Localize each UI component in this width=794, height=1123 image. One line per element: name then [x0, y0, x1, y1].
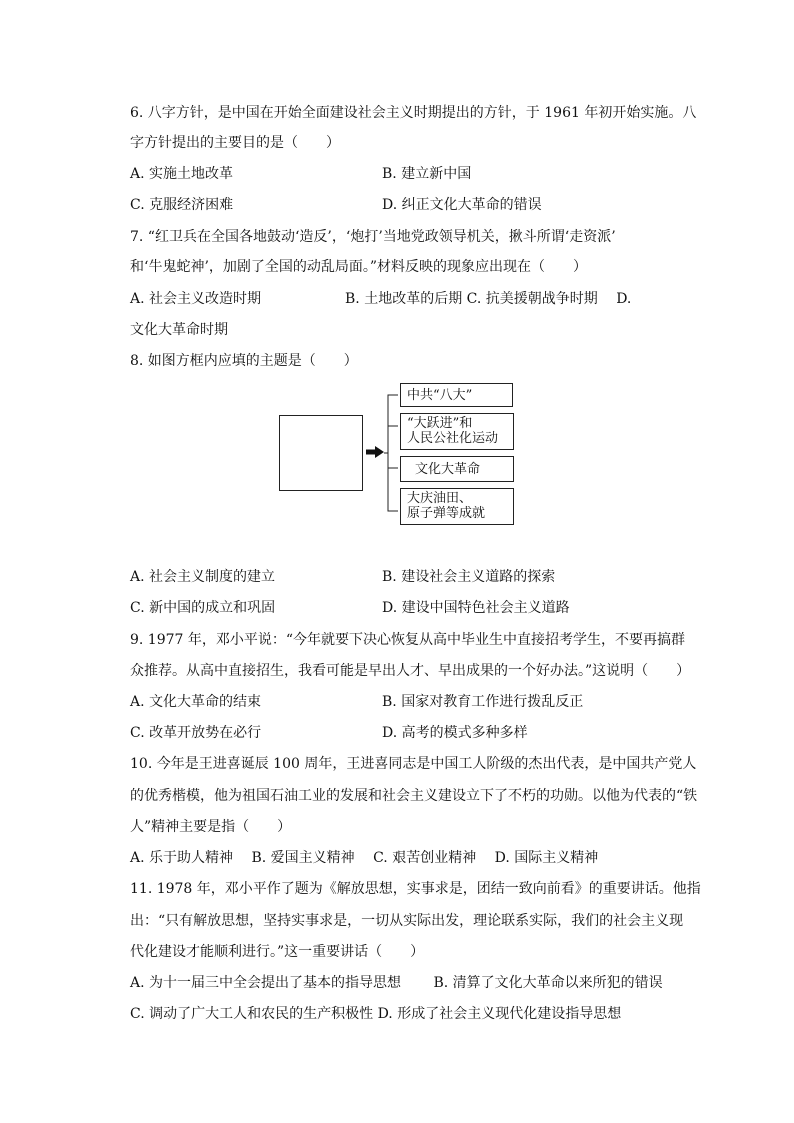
q9-option-d: D. 高考的模式多种多样: [382, 725, 528, 741]
box-text: 中共“八大”: [407, 388, 473, 403]
q7-stem-line2: 和‘牛鬼蛇神’，加剧了全国的动乱局面。”材料反映的现象应出现在（ ）: [130, 259, 588, 275]
q8-option-d: D. 建设中国特色社会主义道路: [382, 600, 570, 616]
topic-box-great-leap: [400, 413, 514, 450]
q8-option-b: B. 建设社会主义道路的探索: [382, 569, 556, 585]
q8-diagram: [278, 380, 518, 528]
q6-option-b: B. 建立新中国: [382, 166, 472, 182]
q10-stem-line3: 人”精神主要是指（ ）: [130, 819, 292, 835]
q11-options-line1: A. 为十一届三中全会提出了基本的指导思想 B. 清算了文化大革命以来所犯的错误: [130, 975, 663, 991]
q10-options-line: A. 乐于助人精神 B. 爱国主义精神 C. 艰苦创业精神 D. 国际主义精神: [130, 850, 599, 866]
q9-option-b: B. 国家对教育工作进行拨乱反正: [382, 694, 584, 710]
bracket-connector: [384, 394, 398, 512]
topic-box-achievements: [400, 488, 514, 525]
q6-option-c: C. 克服经济困难: [130, 197, 234, 213]
q6-option-d: D. 纠正文化大革命的错误: [382, 197, 542, 213]
topic-box-cultural-revolution: [400, 456, 514, 482]
q7-option-d-text: 文化大革命时期: [130, 322, 228, 338]
box-text-line1: 大庆油田、: [407, 491, 473, 506]
blank-theme-box: [279, 415, 363, 491]
q11-stem-line2: 出：“只有解放思想，坚持实事求是，一切从实际出发，理论联系实际，我们的社会主义现: [130, 913, 684, 929]
q9-stem-line2: 众推荐。从高中直接招生，我看可能是早出人才、早出成果的一个好办法。”这说明（ ）: [130, 663, 691, 679]
box-text-line2: 人民公社化运动: [407, 431, 499, 446]
q7-options-line: A. 社会主义改造时期 B. 土地改革的后期 C. 抗美援朝战争时期 D.: [130, 291, 632, 307]
q11-options-line2: C. 调动了广大工人和农民的生产积极性 D. 形成了社会主义现代化建设指导思想: [130, 1006, 622, 1022]
q8-stem: 8. 如图方框内应填的主题是（ ）: [130, 353, 358, 369]
box-text: 文化大革命: [415, 462, 481, 477]
q11-stem-line1: 11. 1978 年，邓小平作了题为《解放思想，实事求是，团结一致向前看》的重要讲话。他指: [130, 881, 701, 897]
q8-option-c: C. 新中国的成立和巩固: [130, 600, 276, 616]
right-arrow-icon: [366, 446, 384, 458]
q7-stem-line1: 7. “红卫兵在全国各地鼓动‘造反’，‘炮打’当地党政领导机关，揪斗所谓‘走资派’: [130, 229, 616, 245]
q6-stem-line1: 6. 八字方针，是中国在开始全面建设社会主义时期提出的方针，于 1961 年初开始实施。八: [130, 105, 697, 121]
q8-option-a: A. 社会主义制度的建立: [130, 569, 276, 585]
box-text-line2: 原子弹等成就: [407, 506, 486, 521]
q11-stem-line3: 代化建设才能顺利进行。”这一重要讲话（ ）: [130, 944, 425, 960]
q6-option-a: A. 实施土地改革: [130, 166, 234, 182]
q9-stem-line1: 9. 1977 年，邓小平说：“今年就要下决心恢复从高中毕业生中直接招考学生，不要再搞群: [130, 632, 686, 648]
q9-option-a: A. 文化大革命的结束: [130, 694, 262, 710]
box-text-line1: “大跃进”和: [407, 416, 473, 431]
topic-box-eighth-congress: [400, 383, 513, 407]
q9-option-c: C. 改革开放势在必行: [130, 725, 262, 741]
q10-stem-line2: 的优秀楷模，他为祖国石油工业的发展和社会主义建设立下了不朽的功勋。以他为代表的“铁: [130, 788, 698, 804]
q6-stem-line2: 字方针提出的主要目的是（ ）: [130, 135, 340, 151]
q10-stem-line1: 10. 今年是王进喜诞辰 100 周年，王进喜同志是中国工人阶级的杰出代表，是中国共产党人: [130, 756, 697, 772]
